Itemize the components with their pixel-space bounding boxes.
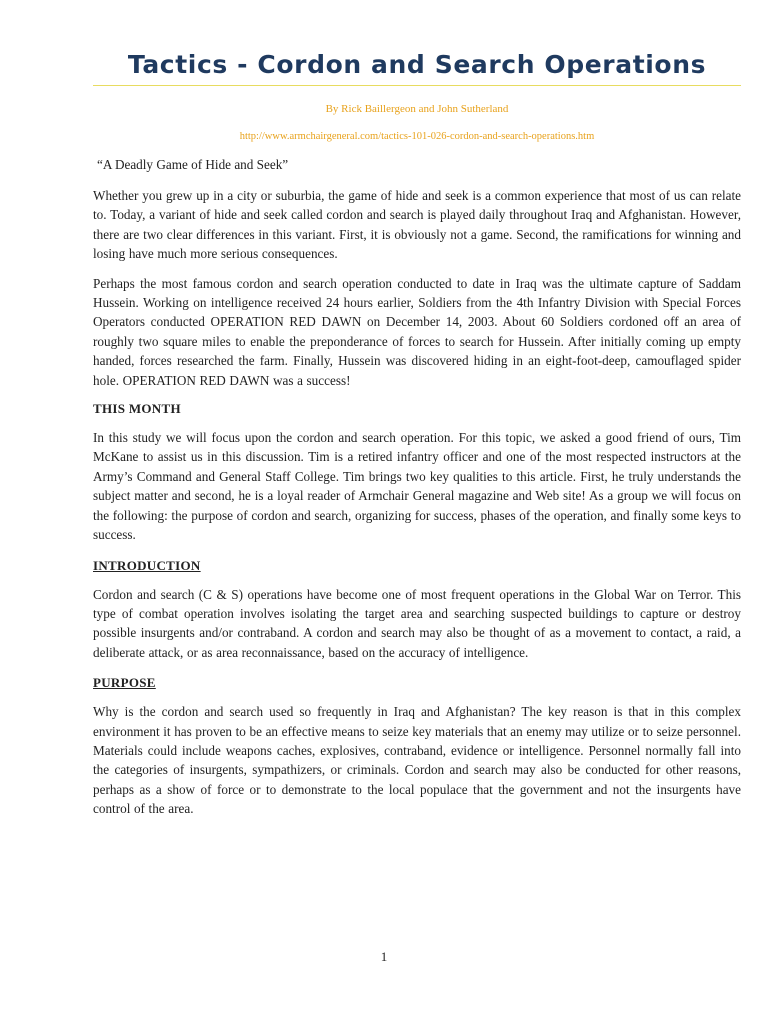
heading-purpose: PURPOSE [93, 675, 156, 691]
paragraph-intro: Whether you grew up in a city or suburbia, the game of hide and seek is a common experience that most of us can relate to. Today, a variant of hide and seek called cordon and search is played daily throughout Iraq and Afghanistan. However, there are two clear differences in this variant. First, it is obviously not a game. Second, the ramifications for winning and losing have much more serious consequences. [93, 188, 741, 262]
document-page [93, 50, 741, 819]
document-title: Tactics - Cordon and Search Operations [93, 50, 741, 86]
paragraph-purpose: Why is the cordon and search used so frequently in Iraq and Afghanistan? The key reason is that in this complex environment it has proven to be an effective means to seize key materials that an enemy may utilize or to seize personnel. Materials could include weapons caches, explosives, contraband, evidence or intelligence. Personnel normally fall into the categories of insurgents, sympathizers, or criminals. Cordon and search may also be conducted for other reasons, perhaps as a show of force or to demonstrate to the local populace that the government and not the insurgents have control of the area. [93, 704, 741, 817]
paragraph-introduction: Cordon and search (C & S) operations have become one of most frequent operations in the Global War on Terror. This type of combat operation involves isolating the target area and searching suspected buildings to capture or destroy possible insurgents and/or contraband. A cordon and search may also be thought of as a movement to contact, a raid, a deliberate attack, or as area reconnaissance, based on the accuracy of intelligence. [93, 586, 741, 660]
paragraph-red-dawn: Perhaps the most famous cordon and search operation conducted to date in Iraq was the ultimate capture of Saddam Hussein. Working on intelligence received 24 hours earlier, Soldiers from the 4th Infantry Division with Special Forces Operators conducted OPERATION RED DAWN on December 14, 2003. About 60 Soldiers cordoned off an area of roughly two square miles to enable the preponderance of forces to search for Hussein. After initially coming up empty handed, forces researched the farm. Finally, Hussein was discovered hiding in an eight-foot-deep, camouflaged spider hole. OPERATION RED DAWN was a success! [93, 275, 741, 388]
author-byline: By Rick Baillergeon and John Sutherland [325, 103, 509, 115]
heading-this-month: THIS MONTH [93, 401, 181, 417]
heading-introduction: INTRODUCTION [93, 557, 201, 573]
source-url: http://www.armchairgeneral.com/tactics-101-026-cordon-and-search-operations.htm [239, 131, 595, 142]
paragraph-this-month: In this study we will focus upon the cordon and search operation. For this topic, we asked a good friend of ours, Tim McKane to assist us in this discussion. Tim is a retired infantry officer and one of the most respected instructors at the Army’s Command and General Staff College. Tim brings two key qualities to this article. First, he truly understands the subject matter and second, he is a loyal reader of Armchair General magazine and Web site! As a group we will focus on the following: the purpose of cordon and search, organizing for success, phases of the operation, and finally some keys to success. [93, 430, 741, 543]
page-number: 1 [380, 949, 388, 964]
article-subtitle: “A Deadly Game of Hide and Seek” [97, 157, 289, 172]
